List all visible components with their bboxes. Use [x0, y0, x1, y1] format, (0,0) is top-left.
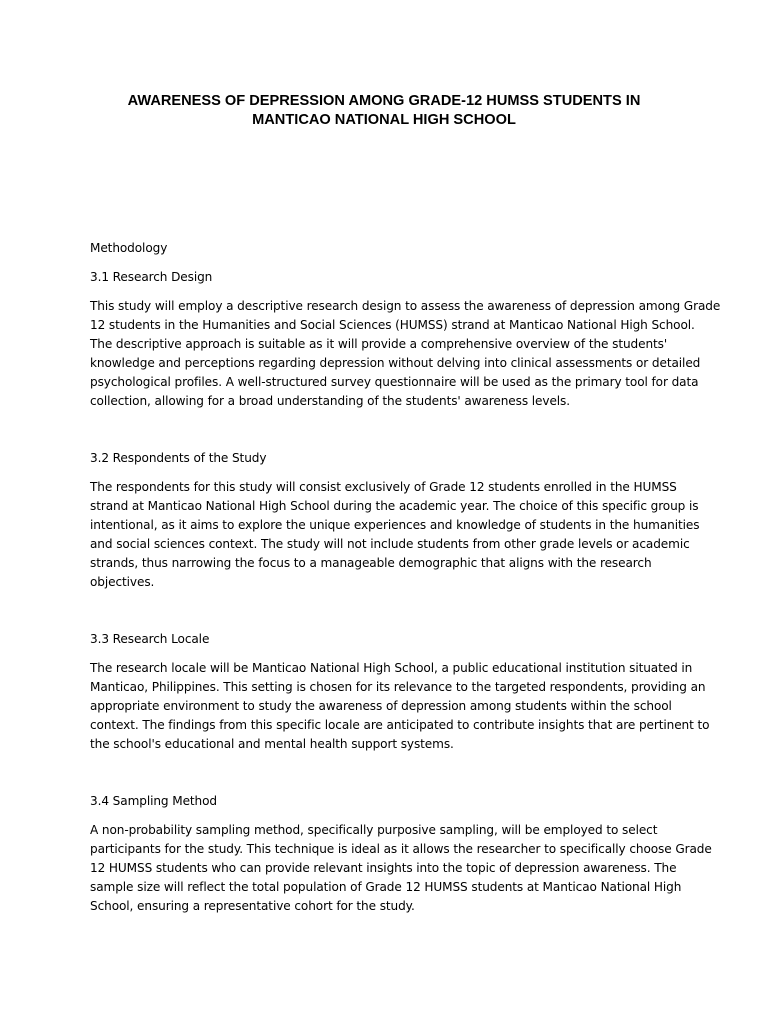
paragraph-line: the school's educational and mental health support systems.: [90, 737, 454, 751]
paragraph-line: knowledge and perceptions regarding depression without delving into clinical assessments or detailed: [90, 356, 701, 370]
paragraph-line: Manticao, Philippines. This setting is chosen for its relevance to the targeted respondents, providing an: [90, 680, 706, 694]
document-title: [90, 92, 678, 130]
paragraph-line: School, ensuring a representative cohort for the study.: [90, 899, 415, 913]
paragraph-line: The respondents for this study will consist exclusively of Grade 12 students enrolled in the HUMSS: [90, 480, 677, 494]
paragraph-line: and social sciences context. The study will not include students from other grade levels or academic: [90, 537, 690, 551]
section-paragraph-respondents: [90, 478, 700, 592]
paragraph-line: A non-probability sampling method, specifically purposive sampling, will be employed to select: [90, 823, 658, 837]
section-paragraph-research-design: [90, 297, 721, 411]
section-heading-research-locale: 3.3 Research Locale: [90, 632, 210, 646]
paragraph-line: appropriate environment to study the awareness of depression among students within the school: [90, 699, 672, 713]
paragraph-line: intentional, as it aims to explore the unique experiences and knowledge of students in the humanities: [90, 518, 700, 532]
section-paragraph-research-locale: [90, 659, 710, 754]
section-heading-research-design: 3.1 Research Design: [90, 270, 213, 284]
paragraph-line: The research locale will be Manticao National High School, a public educational institution situated in: [90, 661, 693, 675]
paragraph-line: context. The findings from this specific locale are anticipated to contribute insights that are pertinent to: [90, 718, 710, 732]
document-title-line-1: AWARENESS OF DEPRESSION AMONG GRADE-12 HUMSS STUDENTS IN: [127, 93, 641, 109]
paragraph-line: objectives.: [90, 575, 155, 589]
paragraph-line: psychological profiles. A well-structured survey questionnaire will be used as the primary tool for data: [90, 375, 699, 389]
paragraph-line: 12 HUMSS students who can provide relevant insights into the topic of depression awareness. The: [90, 861, 677, 875]
paragraph-line: sample size will reflect the total population of Grade 12 HUMSS students at Manticao National High: [90, 880, 682, 894]
section-paragraph-sampling-method: [90, 821, 712, 916]
paragraph-line: 12 students in the Humanities and Social Sciences (HUMSS) strand at Manticao National High School.: [90, 318, 695, 332]
paragraph-line: strands, thus narrowing the focus to a manageable demographic that aligns with the research: [90, 556, 652, 570]
methodology-heading: Methodology: [90, 241, 168, 255]
paragraph-line: strand at Manticao National High School during the academic year. The choice of this specific group is: [90, 499, 699, 513]
section-heading-respondents: 3.2 Respondents of the Study: [90, 451, 267, 465]
document-title-line-2: MANTICAO NATIONAL HIGH SCHOOL: [252, 112, 516, 128]
section-heading-sampling-method: 3.4 Sampling Method: [90, 794, 217, 808]
paragraph-line: participants for the study. This technique is ideal as it allows the researcher to specifically choose Grade: [90, 842, 712, 856]
paragraph-line: The descriptive approach is suitable as it will provide a comprehensive overview of the students': [90, 337, 668, 351]
paragraph-line: This study will employ a descriptive research design to assess the awareness of depression among Grade: [90, 299, 721, 313]
paragraph-line: collection, allowing for a broad understanding of the students' awareness levels.: [90, 394, 570, 408]
